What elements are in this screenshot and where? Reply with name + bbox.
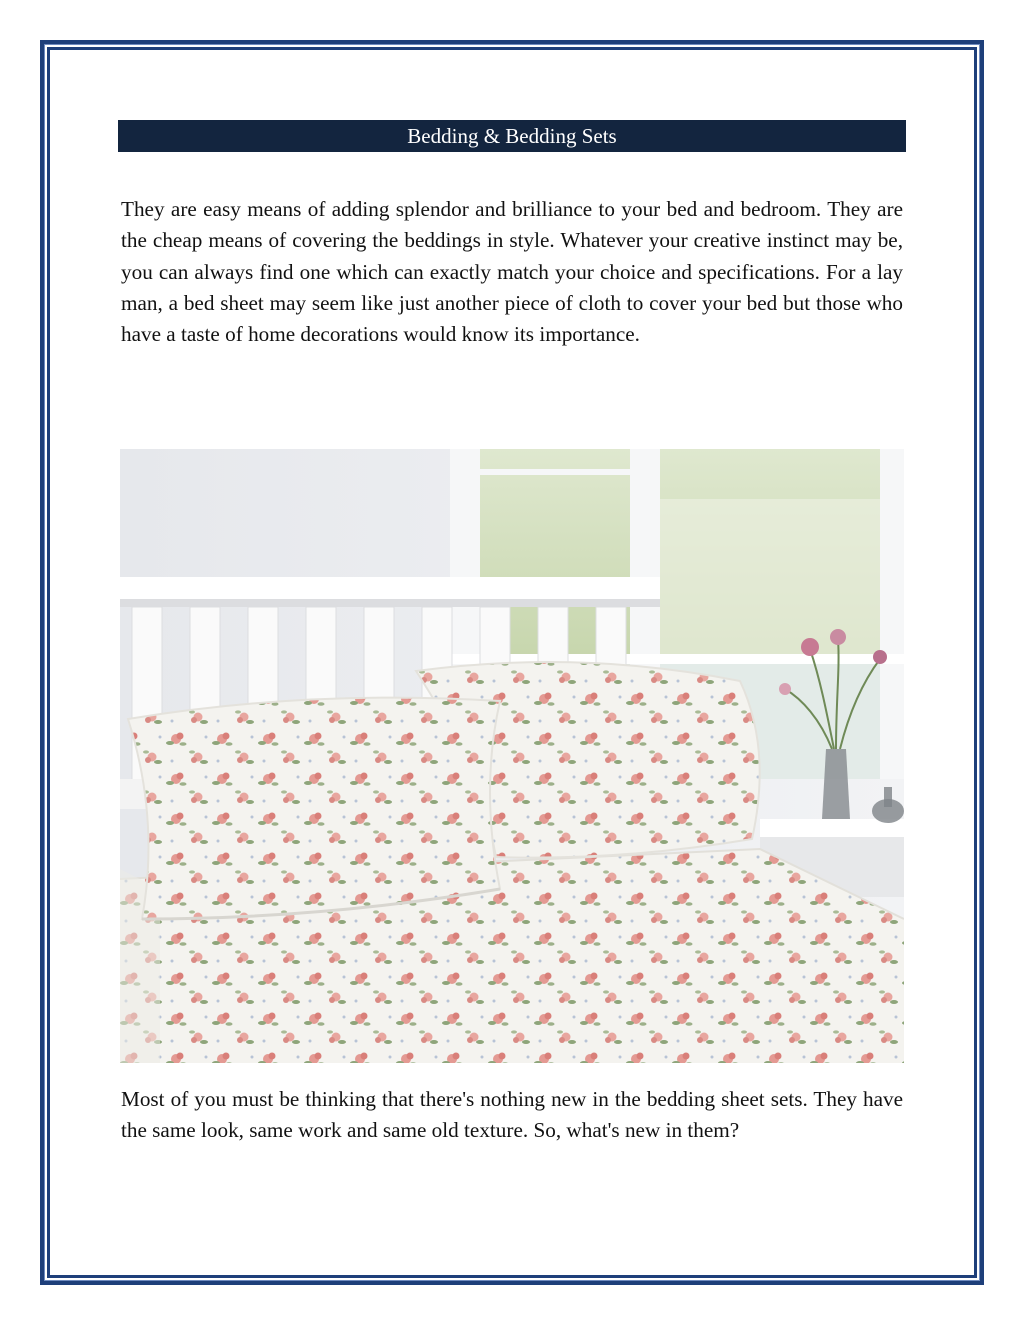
bedding-photo: [120, 449, 904, 1063]
intro-paragraph: They are easy means of adding splendor and brilliance to your bed and bedroom. They are the cheap means of covering the beddings in style. Whatever your creative instinct may be, you can always find one which can exactly match your choice and specifications. For a lay man, a bed sheet may seem like just another piece of cloth to cover your bed but those who have a taste of home decorations would know its importance.: [121, 197, 903, 347]
closing-paragraph: Most of you must be thinking that there's nothing new in the bedding sheet sets. They have the same look, same work and same old texture. So, what's new in them?: [121, 1087, 903, 1143]
page-title: Bedding & Bedding Sets: [118, 120, 906, 152]
